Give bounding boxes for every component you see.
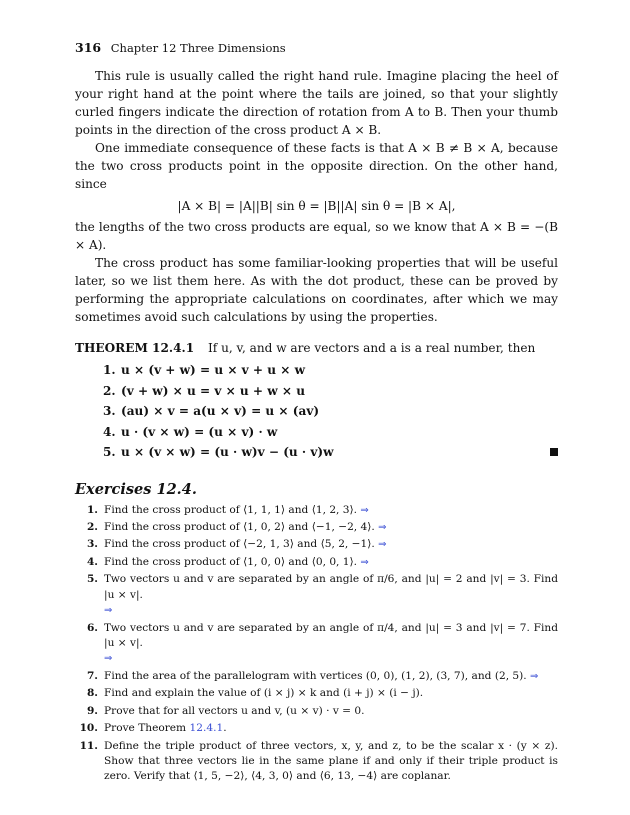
property-item: 4. u · (v × w) = (u × v) · w xyxy=(103,424,278,439)
exercise-item: 7. Find the area of the parallelogram with vertices (0, 0), (1, 2), (3, 7), and (2, 5). ⇒ xyxy=(86,669,539,682)
property-item: 3. (au) × v = a(u × v) = u × (av) xyxy=(103,404,320,418)
answer-arrow-icon[interactable]: ⇒ xyxy=(360,504,369,516)
exercise-item: 11. Define the triple product of three vectors, x, y, and z, to be the scalar x · (y × z). Show that three vectors lie in the same plane if and only if their triple product is zero. Verify that ⟨1, 5, −2⟩, ⟨4, 3, 0⟩ and ⟨6, 13, −4⟩ are coplanar. xyxy=(79,739,558,783)
exercise-item: 8. Find and explain the value of (i × j) × k and (i + j) × (i − j). xyxy=(86,687,424,700)
exercise-item: 1. Find the cross product of ⟨1, 1, 1⟩ and ⟨1, 2, 3⟩. ⇒ xyxy=(86,503,369,516)
theorem-label: THEOREM 12.4.1 xyxy=(75,341,195,355)
qed-square-icon xyxy=(550,448,558,456)
exercise-item: 10. Prove Theorem 12.4.1. xyxy=(79,722,227,735)
exercise-item: 4. Find the cross product of ⟨1, 0, 0⟩ and ⟨0, 0, 1⟩. ⇒ xyxy=(86,555,369,568)
exercise-item: 3. Find the cross product of ⟨−2, 1, 3⟩ and ⟨5, 2, −1⟩. ⇒ xyxy=(86,538,387,551)
theorem-link[interactable]: 12.4.1 xyxy=(189,722,224,735)
exercise-item: 6. Two vectors u and v are separated by an angle of π/4, and |u| = 3 and |v| = 7. Find |u × v|. ⇒ xyxy=(86,621,558,665)
answer-arrow-icon[interactable]: ⇒ xyxy=(530,670,539,682)
theorem-block xyxy=(75,339,558,463)
answer-arrow-icon[interactable]: ⇒ xyxy=(360,556,369,568)
property-item: 2. (v + w) × u = v × u + w × u xyxy=(103,383,306,398)
exercise-item: 9. Prove that for all vectors u and v, (u × v) · v = 0. xyxy=(86,704,365,717)
answer-arrow-icon[interactable]: ⇒ xyxy=(378,539,387,551)
theorem-statement: If u, v, and w are vectors and a is a real number, then xyxy=(207,341,536,355)
answer-arrow-icon[interactable]: ⇒ xyxy=(378,521,387,533)
theorem-properties xyxy=(75,360,558,463)
exercise-list xyxy=(75,503,558,785)
display-equation: |A × B| = |A||B| sin θ = |B||A| sin θ = |B × A|, xyxy=(177,199,456,213)
answer-arrow-icon[interactable]: ⇒ xyxy=(104,653,113,665)
exercises-title: Exercises 12.4. xyxy=(75,480,197,498)
paragraph-after-equation: the lengths of the two cross products are equal, so we know that A × B = −(B × A). xyxy=(75,220,558,252)
paragraph-right-hand-rule: This rule is usually called the right hand rule. Imagine placing the heel of your right hand at the point where the tails are joined, so that your slightly curled fingers indicate the direction of rotation from A to B. Then your thumb points in the direction of the cross product A × B. xyxy=(75,69,558,137)
exercise-item: 5. Two vectors u and v are separated by an angle of π/6, and |u| = 2 and |v| = 3. Find |u × v|. ⇒ xyxy=(86,573,558,617)
chapter-title: Chapter 12 Three Dimensions xyxy=(110,41,286,55)
property-item: 5. u × (v × w) = (u · w)v − (u · v)w xyxy=(103,442,558,463)
paragraph-consequence: One immediate consequence of these facts is that A × B ≠ B × A, because the two cross products point in the opposite direction. On the other hand, since xyxy=(75,141,558,191)
page xyxy=(75,40,558,787)
answer-arrow-icon[interactable]: ⇒ xyxy=(104,605,113,617)
exercise-item: 2. Find the cross product of ⟨1, 0, 2⟩ and ⟨−1, −2, 4⟩. ⇒ xyxy=(86,520,387,533)
running-header xyxy=(75,40,558,55)
paragraph-properties-intro: The cross product has some familiar-looking properties that will be useful later, so we list them here. As with the dot product, these can be proved by performing the appropriate calculations on coordinates, after which we may sometimes avoid such calculations by using the properties. xyxy=(75,256,558,324)
property-item: 1. u × (v + w) = u × v + u × w xyxy=(103,363,306,377)
page-number: 316 xyxy=(75,40,102,55)
